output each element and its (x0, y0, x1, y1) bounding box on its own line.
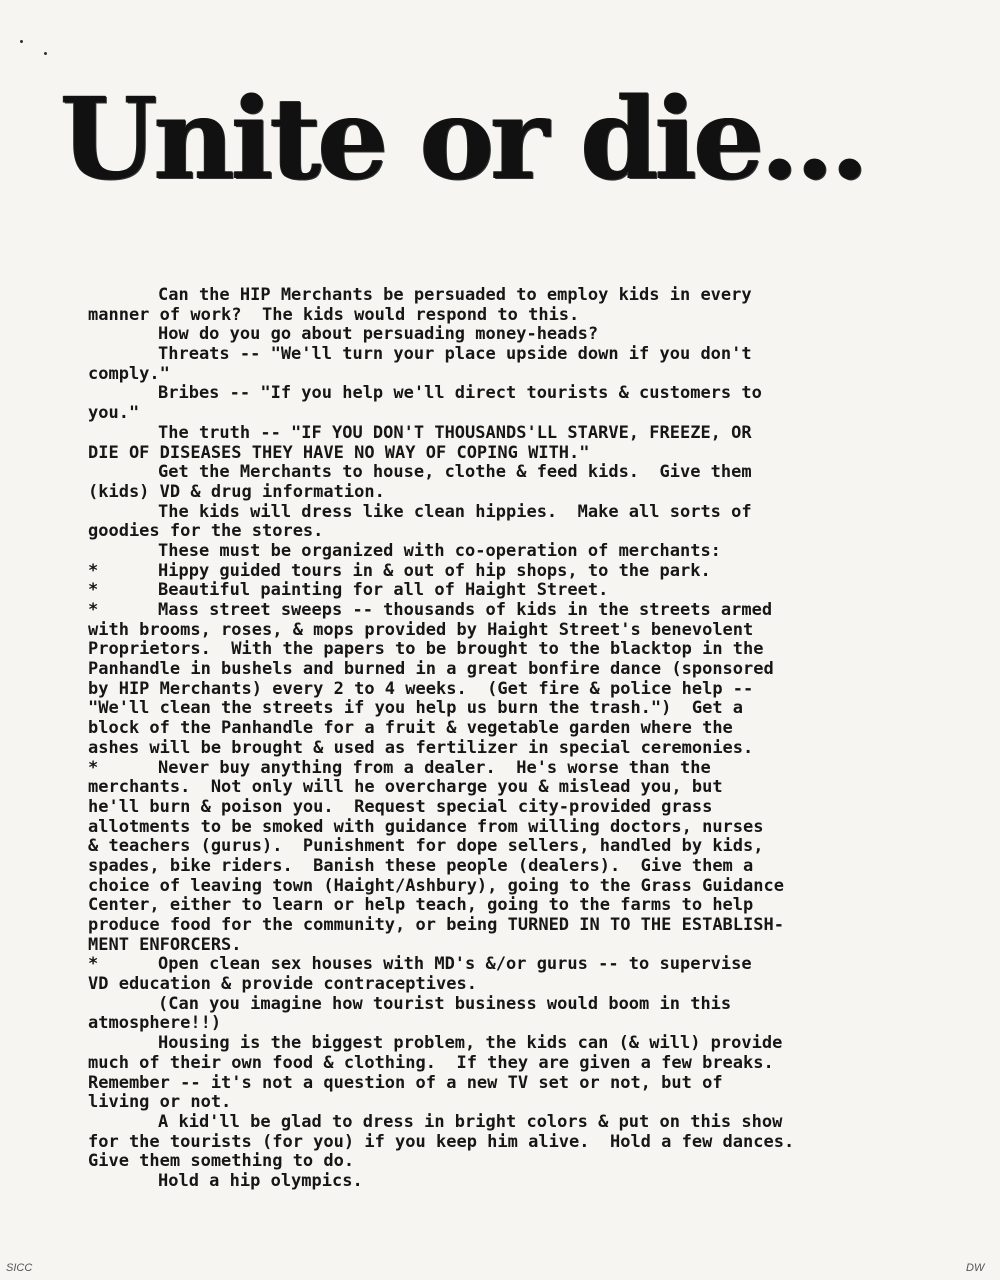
text-line (88, 1113, 898, 1133)
text-line (88, 995, 898, 1015)
line-text: he'll burn & poison you. Request special city-provided grass (88, 796, 713, 817)
text-line (88, 1093, 898, 1113)
line-text: you." (88, 403, 140, 424)
text-line (88, 345, 898, 365)
text-line (88, 1152, 898, 1172)
text-line (88, 818, 898, 838)
line-text: Bribes -- "If you help we'll direct tourists & customers to (158, 383, 762, 404)
line-text: spades, bike riders. Banish these people (dealers). Give them a (88, 855, 754, 876)
line-text: atmosphere!!) (88, 1013, 222, 1034)
text-line (88, 581, 898, 601)
line-text: Hold a hip olympics. (158, 1170, 363, 1191)
text-line (88, 1034, 898, 1054)
text-line (88, 1054, 898, 1074)
headline: Unite or die... (60, 74, 866, 205)
line-text: Hippy guided tours in & out of hip shops, to the park. (158, 560, 711, 581)
text-line (88, 660, 898, 680)
text-line (88, 936, 898, 956)
text-line (88, 759, 898, 779)
text-line (88, 778, 898, 798)
line-text: Give them something to do. (88, 1151, 355, 1172)
line-text: Open clean sex houses with MD's &/or gurus -- to supervise (158, 954, 752, 975)
line-text: choice of leaving town (Haight/Ashbury), going to the Grass Guidance (88, 875, 784, 896)
text-line (88, 384, 898, 404)
text-line (88, 975, 898, 995)
line-text: DIE OF DISEASES THEY HAVE NO WAY OF COPING WITH." (88, 442, 590, 463)
text-line (88, 444, 898, 464)
text-line (88, 621, 898, 641)
text-line (88, 1172, 898, 1192)
line-text: by HIP Merchants) every 2 to 4 weeks. (Get fire & police help -- (88, 678, 754, 699)
bullet-marker: * (88, 560, 99, 581)
text-line (88, 680, 898, 700)
line-text: produce food for the community, or being TURNED IN TO THE ESTABLISH- (88, 915, 784, 935)
text-line (88, 325, 898, 345)
line-text: Can the HIP Merchants be persuaded to employ kids in every (158, 285, 752, 305)
line-text: comply." (88, 363, 170, 384)
text-line (88, 483, 898, 503)
text-line (88, 424, 898, 444)
line-text: living or not. (88, 1092, 232, 1113)
margin-note-left: SICC (6, 1262, 33, 1274)
line-text: (Can you imagine how tourist business would boom in this (158, 993, 732, 1014)
text-line (88, 719, 898, 739)
line-text: ashes will be brought & used as fertilizer in special ceremonies. (88, 737, 754, 758)
line-text: for the tourists (for you) if you keep him alive. Hold a few dances. (88, 1131, 795, 1152)
text-line (88, 542, 898, 562)
line-text: Panhandle in bushels and burned in a great bonfire dance (sponsored (88, 659, 774, 680)
text-line (88, 365, 898, 385)
text-line (88, 463, 898, 483)
line-text: (kids) VD & drug information. (88, 481, 385, 502)
text-line (88, 640, 898, 660)
line-text: How do you go about persuading money-heads? (158, 324, 599, 345)
bullet-marker: * (88, 600, 99, 620)
line-text: allotments to be smoked with guidance from willing doctors, nurses (88, 816, 764, 837)
paper-speck (44, 52, 47, 55)
text-line (88, 562, 898, 582)
line-text: manner of work? The kids would respond to this. (88, 304, 580, 325)
line-text: The kids will dress like clean hippies. Make all sorts of (158, 501, 752, 522)
text-line (88, 877, 898, 897)
line-text: Get the Merchants to house, clothe & feed kids. Give them (158, 462, 752, 483)
text-line (88, 286, 898, 306)
line-text: merchants. Not only will he overcharge you & mislead you, but (88, 777, 723, 798)
typed-body-text (88, 286, 898, 1192)
text-line (88, 955, 898, 975)
line-text: Mass street sweeps -- thousands of kids in the streets armed (158, 600, 773, 620)
line-text: Remember -- it's not a question of a new TV set or not, but of (88, 1072, 723, 1093)
text-line (88, 1074, 898, 1094)
line-text: goodies for the stores. (88, 521, 324, 542)
margin-note-right: DW (966, 1262, 985, 1274)
text-line (88, 1133, 898, 1153)
text-line (88, 306, 898, 326)
line-text: with brooms, roses, & mops provided by Haight Street's benevolent (88, 619, 754, 640)
line-text: block of the Panhandle for a fruit & vegetable garden where the (88, 718, 733, 739)
line-text: Housing is the biggest problem, the kids can (& will) provide (158, 1033, 783, 1054)
text-line (88, 699, 898, 719)
paper-speck (20, 40, 23, 43)
line-text: The truth -- "IF YOU DON'T THOUSANDS'LL STARVE, FREEZE, OR (158, 422, 752, 443)
text-line (88, 837, 898, 857)
line-text: Never buy anything from a dealer. He's worse than the (158, 757, 711, 778)
text-line (88, 739, 898, 759)
line-text: Beautiful painting for all of Haight Street. (158, 580, 609, 601)
line-text: A kid'll be glad to dress in bright colors & put on this show (158, 1111, 783, 1132)
line-text: VD education & provide contraceptives. (88, 974, 477, 995)
text-line (88, 404, 898, 424)
bullet-marker: * (88, 757, 99, 778)
line-text: "We'll clean the streets if you help us burn the trash.") Get a (88, 698, 744, 719)
bullet-marker: * (88, 954, 99, 975)
line-text: Proprietors. With the papers to be brought to the blacktop in the (88, 639, 764, 660)
text-line (88, 896, 898, 916)
text-line (88, 798, 898, 818)
text-line (88, 503, 898, 523)
line-text: MENT ENFORCERS. (88, 934, 242, 955)
bullet-marker: * (88, 580, 99, 601)
line-text: much of their own food & clothing. If they are given a few breaks. (88, 1052, 774, 1073)
text-line (88, 1014, 898, 1034)
text-line (88, 601, 898, 621)
line-text: These must be organized with co-operation of merchants: (158, 540, 721, 561)
line-text: Center, either to learn or help teach, going to the farms to help (88, 895, 754, 916)
text-line (88, 916, 898, 936)
text-line (88, 522, 898, 542)
line-text: Threats -- "We'll turn your place upside down if you don't (158, 344, 752, 365)
line-text: & teachers (gurus). Punishment for dope sellers, handled by kids, (88, 836, 764, 857)
text-line (88, 857, 898, 877)
